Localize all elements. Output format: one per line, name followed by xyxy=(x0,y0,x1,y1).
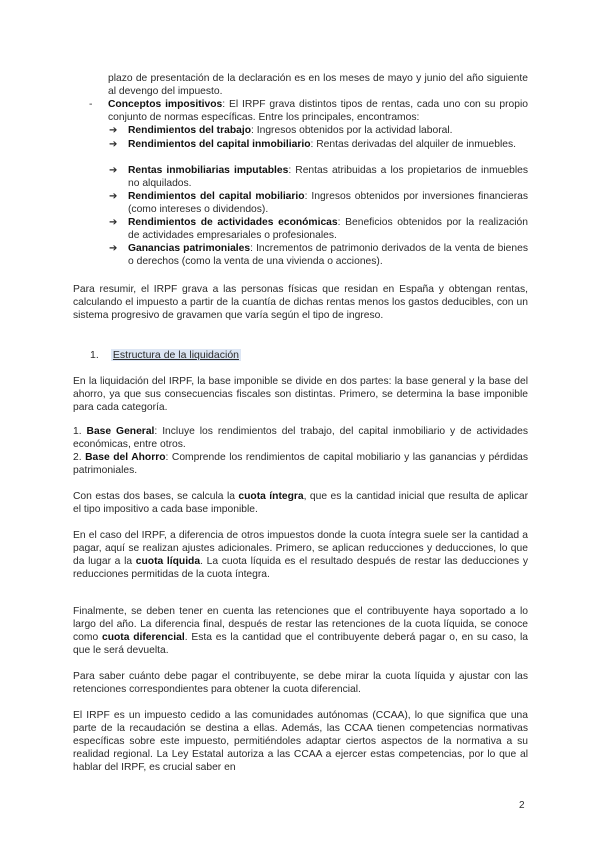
cuota-diferencial-term: cuota diferencial xyxy=(101,632,185,643)
arrow-right-icon: ➔ xyxy=(109,165,118,176)
heading-text: Estructura de la liquidación xyxy=(112,349,239,361)
conceptos-text: : El IRPF grava distintos tipos de rentas, cada uno con su propio conjunto de normas específicas. Entre los principales, encontramos: xyxy=(108,99,529,123)
arrow-right-icon: ➔ xyxy=(109,191,118,202)
saber-paragraph: Para saber cuánto debe pagar el contribuyente, se debe mirar la cuota líquida y ajustar con las retenciones correspondientes para obtener la cuota diferencial. xyxy=(73,671,528,695)
base-general-term: Base General xyxy=(86,426,155,437)
heading-number: 1. xyxy=(90,349,99,361)
list-item xyxy=(109,242,528,268)
list-item xyxy=(109,124,528,137)
intro-continuation: plazo de presentación de la declaración es en los meses de mayo y junio del año siguiente al devengo del impuesto. xyxy=(108,73,528,97)
ccaa-paragraph: El IRPF es un impuesto cedido a las comunidades autónomas (CCAA), lo que significa que una parte de la recaudación se destina a ellas. Además, las CCAA tienen competencias normativas específicas sobre este impuesto, permitiéndoles adaptar ciertos aspectos de la normativa a su realidad regional. La Ley Estatal autoriza a las CCAA a ejercer estas competencias, por lo que al hablar del IRPF, es crucial saber en xyxy=(73,710,528,773)
arrow-right-icon: ➔ xyxy=(109,217,118,228)
list-item xyxy=(109,190,528,216)
dash-bullet: - xyxy=(89,99,93,110)
item-term: Rendimientos del trabajo xyxy=(128,125,252,136)
conceptos-title: Conceptos impositivos xyxy=(108,99,223,110)
base-general-paragraph: 1. Base General: Incluye los rendimientos del trabajo, del capital inmobiliario y de actividades económicas, entre otros. xyxy=(73,426,528,450)
item-term: Ganancias patrimoniales xyxy=(128,243,251,254)
item-desc: : Incrementos de patrimonio derivados de la venta de bienes o derechos (como la venta de una vivienda o acciones). xyxy=(128,243,528,267)
base-ahorro-term: Base del Ahorro xyxy=(85,452,166,463)
item-term: Rendimientos de actividades económicas xyxy=(128,217,338,228)
cuota-diferencial-paragraph: Finalmente, se deben tener en cuenta las retenciones que el contribuyente haya soportado a lo largo del año. La diferencia final, después de restar las retenciones de la cuota líquida, se conoce como cuota diferencial. Esta es la cantidad que el contribuyente deberá pagar o, en su caso, la que le será devuelta. xyxy=(73,606,528,656)
cuota-liquida-paragraph: En el caso del IRPF, a diferencia de otros impuestos donde la cuota íntegra suele ser la cantidad a pagar, aquí se realizan ajustes adicionales. Primero, se aplican reducciones y deducciones, lo que da lugar a la cuota líquida. La cuota líquida es el resultado después de restar las deducciones y reducciones permitidas de la cuota íntegra. xyxy=(73,530,528,580)
list-item xyxy=(109,164,528,190)
list-item xyxy=(109,138,528,151)
cuota-liquida-term: cuota líquida xyxy=(135,556,201,567)
item-term: Rendimientos del capital inmobiliario xyxy=(128,139,311,150)
liquidacion-paragraph: En la liquidación del IRPF, la base imponible se divide en dos partes: la base general y la base del ahorro, ya que sus consecuencias fiscales son distintas. Primero, se determina la base imponible para cada categoría. xyxy=(73,376,528,413)
item-desc: : Rentas derivadas del alquiler de inmuebles. xyxy=(310,139,517,150)
base-ahorro-paragraph: 2. Base del Ahorro: Comprende los rendimientos de capital mobiliario y las ganancias y pérdidas patrimoniales. xyxy=(73,452,528,476)
page-number: 2 xyxy=(519,800,525,811)
section-heading xyxy=(90,348,241,362)
arrow-right-icon: ➔ xyxy=(109,125,118,136)
item-desc: : Ingresos obtenidos por inversiones financieras (como intereses o dividendos). xyxy=(128,191,528,215)
arrow-right-icon: ➔ xyxy=(109,139,118,150)
resumen-paragraph: Para resumir, el IRPF grava a las personas físicas que residan en España y obtengan rentas, calculando el impuesto a partir de la cuantía de dichas rentas menos los gastos deducibles, con un sistema progresivo de gravamen que varía según el tipo de ingreso. xyxy=(73,284,528,321)
conceptos-paragraph xyxy=(89,98,529,124)
item-term: Rentas inmobiliarias imputables xyxy=(128,165,289,176)
arrow-right-icon: ➔ xyxy=(109,243,118,254)
item-term: Rendimientos del capital mobiliario xyxy=(128,191,305,202)
item-desc: : Ingresos obtenidos por la actividad laboral. xyxy=(251,125,453,136)
cuota-integra-paragraph: Con estas dos bases, se calcula la cuota íntegra, que es la cantidad inicial que resulta de aplicar el tipo impositivo a cada base imponible. xyxy=(73,491,529,515)
cuota-integra-term: cuota íntegra xyxy=(238,491,304,502)
item-desc: : Rentas atribuidas a los propietarios de inmuebles no alquilados. xyxy=(128,165,528,189)
item-desc: : Beneficios obtenidos por la realización de actividades empresariales o profesionales. xyxy=(128,217,528,241)
list-item xyxy=(109,216,528,242)
